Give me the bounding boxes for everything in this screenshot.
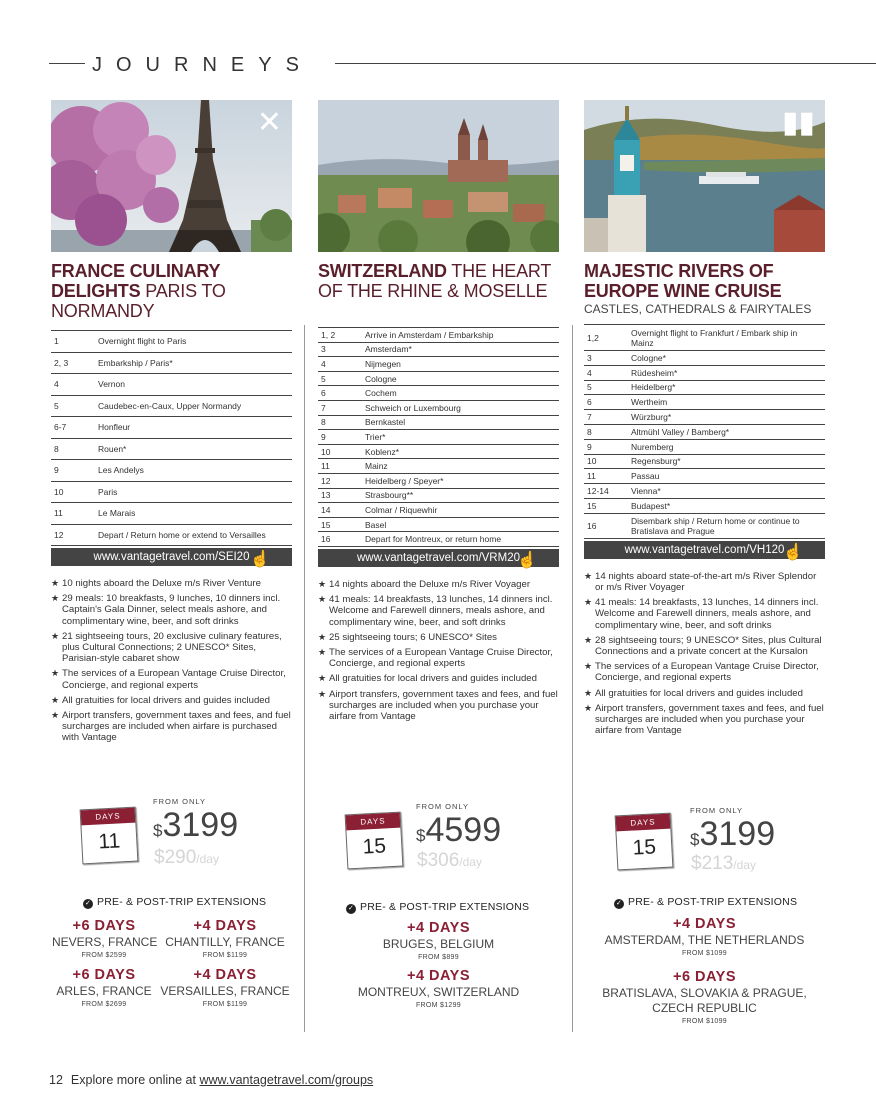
extension-item: +6 DAYS NEVERS, FRANCE FROM $2599 (52, 918, 158, 959)
highlight-item: ★ The services of a European Vantage Cruise Director, Concierge, and regional experts (318, 647, 559, 669)
price-amount: $3199 (153, 806, 239, 844)
page-number: 12 (49, 1073, 63, 1087)
price-amount: $4599 (416, 811, 502, 849)
calendar-days-badge: DAYS 11 (80, 807, 139, 865)
wine-bottle-icon: ▮▮ (781, 106, 815, 139)
from-only-label: FROM ONLY (416, 802, 470, 811)
journey-subtitle: CASTLES, CATHEDRALS & FAIRYTALES (584, 302, 812, 316)
journey-column-majestic-rivers (584, 100, 825, 740)
web-link-bar[interactable]: www.vantagetravel.com/VH120 ☝ (584, 541, 825, 559)
journey-title: MAJESTIC RIVERS OF EUROPE WINE CRUISE (584, 261, 782, 301)
from-only-label: FROM ONLY (690, 806, 744, 815)
highlight-item: ★ All gratuities for local drivers and guides included (584, 688, 825, 699)
from-only-label: FROM ONLY (153, 797, 207, 806)
price-per-day: $213/day (691, 853, 756, 874)
price-per-day: $290/day (154, 847, 219, 868)
extensions-heading: ✓ PRE- & POST-TRIP EXTENSIONS (347, 901, 530, 913)
extension-item: +4 DAYS VERSAILLES, FRANCE FROM $1199 (160, 967, 290, 1008)
header-rule-left (49, 63, 85, 64)
highlight-item: ★ 29 meals: 10 breakfasts, 9 lunches, 10 dinners incl. Captain's Gala Dinner, select meals ashore, and complimentary wine, beer, and soft drinks (51, 593, 292, 627)
highlights-list (51, 578, 292, 744)
journey-title: SWITZERLAND THE HEART OF THE RHINE & MOSELLE (318, 261, 551, 301)
highlight-item: ★ 21 sightseeing tours, 20 exclusive culinary features, plus Cultural Connections; 2 UNESCO* Sites, Parisian-style cabaret show (51, 631, 292, 665)
price-block (51, 793, 292, 883)
highlight-item: ★ 41 meals: 14 breakfasts, 13 lunches, 14 dinners incl. Welcome and Farewell dinners, meals ashore, and complimentary wine, beer, and soft drinks (584, 597, 825, 631)
itinerary-table: 1 Overnight flight to Paris 2, 3 Embarkship / Paris* 4 Vernon 5 Caudebec-en-Caux, Upper Normandy 6-7 Honfleur 8 Rouen* 9 Les Andelys 10 Paris 11 Le Marais 12 Depart / Return home or extend to Versailles (51, 330, 292, 546)
highlight-item: ★ 28 sightseeing tours; 9 UNESCO* Sites, plus Cultural Connections and a private concert at the Kursalon (584, 635, 825, 657)
footer-link[interactable]: www.vantagetravel.com/groups (199, 1073, 374, 1087)
header-rule-right (335, 63, 876, 64)
highlight-item: ★ All gratuities for local drivers and guides included (51, 695, 292, 706)
journey-column-switzerland (318, 100, 559, 726)
check-icon: ✓ (84, 900, 92, 907)
extension-item: +6 DAYS ARLES, FRANCE FROM $2699 (56, 967, 152, 1008)
check-icon: ✓ (347, 905, 355, 912)
pointer-hand-icon: ☝ (517, 551, 537, 569)
highlight-item: ★ 14 nights aboard the Deluxe m/s River Voyager (318, 579, 559, 590)
price-block (584, 804, 825, 894)
pointer-hand-icon: ☝ (250, 551, 270, 568)
price-block (318, 798, 559, 888)
highlights-list (318, 579, 559, 722)
itinerary-table: 1,2 Overnight flight to Frankfurt / Embark ship in Mainz 3 Cologne* 4 Rüdesheim* 5 Heidelberg* 6 Wertheim 7 Würzburg* 8 Altmühl Valley / Bamberg* 9 Nuremberg 10 Regensburg* 11 Passau 12-14 Vienna* 15 Budapest* 16 Disembark ship / Return home or continue to Bratislava and Prague (584, 324, 825, 539)
extension-item: +4 DAYS AMSTERDAM, THE NETHERLANDS FROM $1099 (604, 916, 805, 957)
calendar-days-badge: DAYS 15 (615, 813, 674, 871)
highlight-item: ★ The services of a European Vantage Cruise Director, Concierge, and regional experts (584, 661, 825, 683)
journey-column-france (51, 100, 292, 748)
highlight-item: ★ 25 sightseeing tours; 6 UNESCO* Sites (318, 632, 559, 643)
extension-item: +6 DAYS BRATISLAVA, SLOVAKIA & PRAGUE, CZECH REPUBLIC FROM $1099 (602, 969, 807, 1025)
journey-title: FRANCE CULINARY DELIGHTS PARIS TO NORMANDY (51, 261, 226, 321)
column-divider (304, 325, 305, 1032)
journey-photo-paris (51, 100, 292, 252)
extensions-heading: ✓ PRE- & POST-TRIP EXTENSIONS (84, 896, 267, 908)
pointer-hand-icon: ☝ (783, 543, 803, 561)
section-title: JOURNEYS (92, 54, 313, 76)
web-link-bar[interactable]: www.vantagetravel.com/SEI20 ☝ (51, 548, 292, 566)
page-footer (49, 1073, 373, 1087)
web-link-bar[interactable]: www.vantagetravel.com/VRM20 ☝ (318, 549, 559, 567)
highlight-item: ★ Airport transfers, government taxes and fees, and fuel surcharges are included when you purchase your airfare from Vantage (318, 689, 559, 723)
journey-photo-danube (584, 100, 825, 252)
extension-item: +4 DAYS BRUGES, BELGIUM FROM $899 (382, 920, 495, 961)
highlight-item: ★ The services of a European Vantage Cruise Director, Concierge, and regional experts (51, 668, 292, 690)
highlight-item: ★ Airport transfers, government taxes and fees, and fuel surcharges are included when airfare is purchased with Vantage (51, 710, 292, 744)
journey-photo-rhine (318, 100, 559, 252)
calendar-days-badge: DAYS 15 (345, 812, 404, 870)
price-per-day: $306/day (417, 850, 482, 871)
footer-text: Explore more online at (70, 1073, 196, 1087)
price-amount: $3199 (690, 815, 776, 853)
highlight-item: ★ 10 nights aboard the Deluxe m/s River Venture (51, 578, 292, 589)
extensions-heading: ✓ PRE- & POST-TRIP EXTENSIONS (615, 896, 798, 908)
column-divider (572, 325, 573, 1032)
itinerary-table: 1, 2 Arrive in Amsterdam / Embarkship 3 Amsterdam* 4 Nijmegen 5 Cologne 6 Cochem 7 Schweich or Luxembourg 8 Bernkastel 9 Trier* 10 Koblenz* 11 Mainz 12 Heidelberg / Speyer* 13 Strasbourg** 14 Colmar / Riquewhir 15 Basel 16 Depart for Montreux, or return home (318, 327, 559, 547)
highlight-item: ★ 14 nights aboard state-of-the-art m/s River Splendor or m/s River Voyager (584, 571, 825, 593)
highlight-item: ★ Airport transfers, government taxes and fees, and fuel surcharges are included when you purchase your airfare from Vantage (584, 703, 825, 737)
check-icon: ✓ (615, 900, 623, 907)
highlight-item: ★ All gratuities for local drivers and guides included (318, 673, 559, 684)
extension-item: +4 DAYS MONTREUX, SWITZERLAND FROM $1299 (357, 968, 520, 1009)
highlight-item: ★ 41 meals: 14 breakfasts, 13 lunches, 14 dinners incl. Welcome and Farewell dinners, meals ashore, and complimentary wine, beer, and soft drinks (318, 594, 559, 628)
fork-knife-icon: ✕ (256, 106, 282, 139)
extension-item: +4 DAYS CHANTILLY, FRANCE FROM $1199 (165, 918, 285, 959)
highlights-list (584, 571, 825, 737)
section-header (0, 54, 876, 78)
